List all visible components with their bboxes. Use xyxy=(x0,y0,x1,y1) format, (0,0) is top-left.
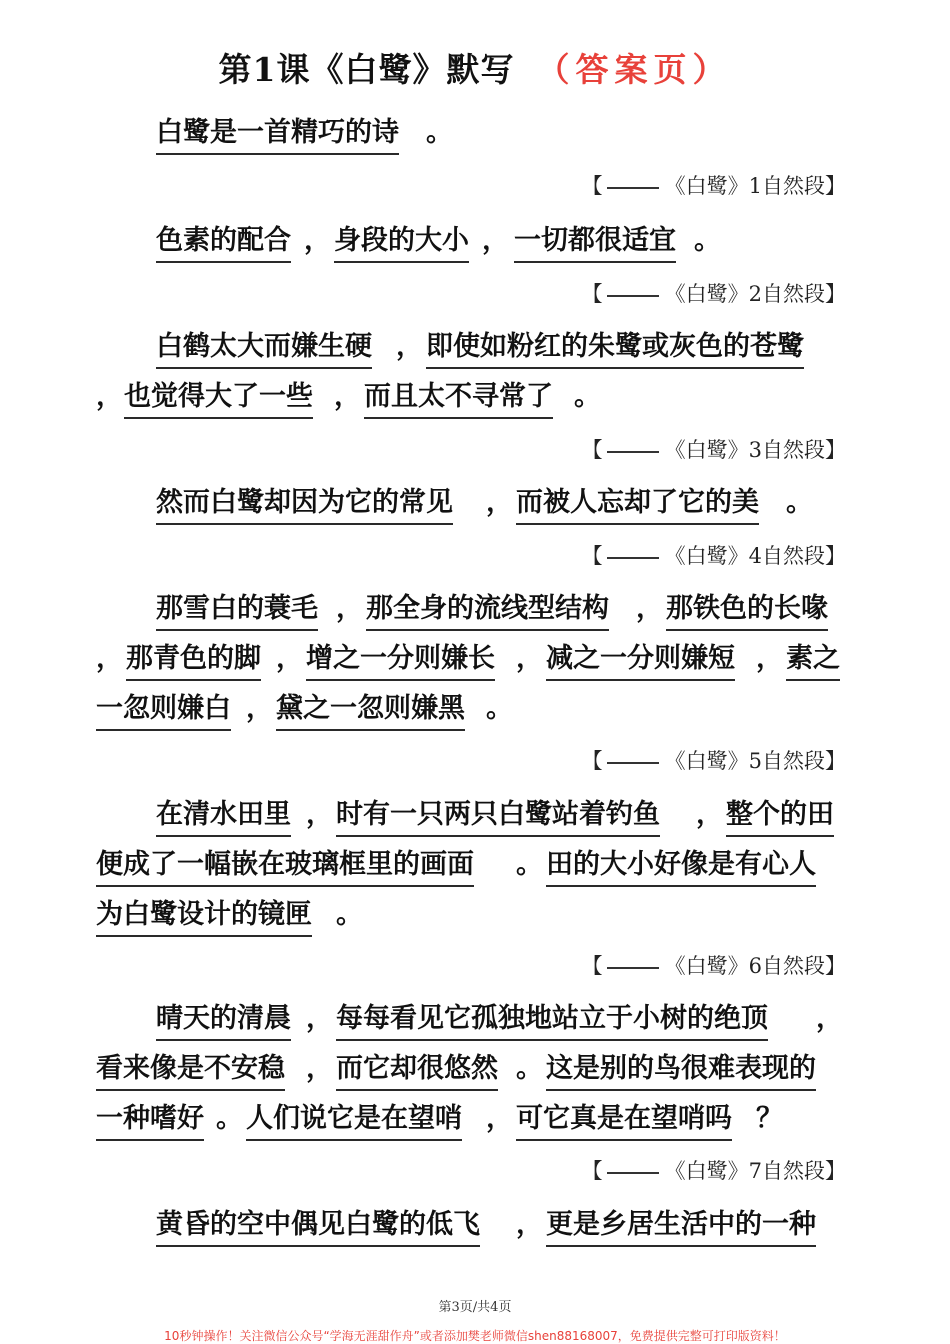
title-main: 第1课《白鹭》默写 xyxy=(218,50,515,89)
answer-segment: 可它真是在望哨吗 xyxy=(516,1100,732,1141)
answer-segment: 即使如粉红的朱鹭或灰色的苍鹭 xyxy=(426,328,804,369)
answer-segment: 也觉得大了一些 xyxy=(124,378,313,419)
answer-segment: 整个的田 xyxy=(726,796,834,837)
answer-segment: 这是别的鸟很难表现的 xyxy=(546,1050,816,1091)
source-ref: 【 《白鹭》1自然段】 xyxy=(581,174,846,198)
punctuation: ， xyxy=(816,1003,843,1034)
paragraph-8 xyxy=(96,1206,846,1244)
answer-segment: 那雪白的蓑毛 xyxy=(156,590,318,631)
answer-segment: 更是乡居生活中的一种 xyxy=(546,1206,816,1247)
answer-segment: 黛之一忽则嫌黑 xyxy=(276,690,465,731)
source-ref: 【 《白鹭》3自然段】 xyxy=(581,438,846,462)
answer-segment: 素之 xyxy=(786,640,840,681)
answer-segment: 那全身的流线型结构 xyxy=(366,590,609,631)
text-line: 白鹤太大而嫌生硬 ， 即使如粉红的朱鹭或灰色的苍鹭 xyxy=(96,328,846,366)
text-line: ， 也觉得大了一些 ， 而且太不寻常了 。 xyxy=(96,378,846,416)
source-ref: 【 《白鹭》4自然段】 xyxy=(581,544,846,568)
punctuation: 。 xyxy=(574,381,601,412)
answer-segment: 色素的配合 xyxy=(156,222,291,263)
paragraph-1 xyxy=(96,114,846,152)
source-ref: 【 《白鹭》6自然段】 xyxy=(581,954,846,978)
text-line xyxy=(96,114,846,152)
page-number: 第3页/共4页 xyxy=(438,1300,512,1315)
answer-segment: 人们说它是在望哨 xyxy=(246,1100,462,1141)
punctuation: 。 xyxy=(694,225,721,256)
answer-segment: 黄昏的空中偶见白鹭的低飞 xyxy=(156,1206,480,1247)
answer-segment: 增之一分则嫌长 xyxy=(306,640,495,681)
paragraph-2 xyxy=(96,222,846,260)
answer-segment: 那青色的脚 xyxy=(126,640,261,681)
answer-segment: 时有一只两只白鹭站着钓鱼 xyxy=(336,796,660,837)
text-line: ， 那青色的脚 ， 增之一分则嫌长 ， 减之一分则嫌短 ， 素之 xyxy=(96,640,846,678)
answer-segment: 而它却很悠然 xyxy=(336,1050,498,1091)
paragraph-4 xyxy=(96,484,846,522)
paragraph-6 xyxy=(96,796,846,934)
text-line: 在清水田里 ， 时有一只两只白鹭站着钓鱼 ， 整个的田 xyxy=(96,796,846,834)
answer-segment: 一切都很适宜 xyxy=(514,222,676,263)
text-line: 看来像是不安稳 ， 而它却很悠然 。 这是别的鸟很难表现的 xyxy=(96,1050,846,1088)
answer-segment: 便成了一幅嵌在玻璃框里的画面 xyxy=(96,846,474,887)
paragraph-3 xyxy=(96,328,846,416)
answer-segment: 白鹭是一首精巧的诗 xyxy=(156,114,399,155)
answer-segment: 那铁色的长喙 xyxy=(666,590,828,631)
text-line: 色素的配合 ， 身段的大小 ， 一切都很适宜 。 xyxy=(96,222,846,260)
answer-segment: 而被人忘却了它的美 xyxy=(516,484,759,525)
page-title xyxy=(0,44,950,91)
text-line xyxy=(96,896,846,934)
source-ref: 【 《白鹭》2自然段】 xyxy=(581,282,846,306)
answer-segment: 一种嗜好 xyxy=(96,1100,204,1141)
answer-segment: 一忽则嫌白 xyxy=(96,690,231,731)
punctuation: 。 xyxy=(786,487,813,518)
punctuation: 。 xyxy=(336,899,363,930)
answer-tag: （答案页） xyxy=(536,50,732,89)
text-line: 那雪白的蓑毛 ， 那全身的流线型结构 ， 那铁色的长喙 xyxy=(96,590,846,628)
text-line: 一忽则嫌白 ， 黛之一忽则嫌黑 。 xyxy=(96,690,846,728)
punctuation: ？ xyxy=(756,1103,783,1134)
answer-segment: 在清水田里 xyxy=(156,796,291,837)
answer-segment: 晴天的清晨 xyxy=(156,1000,291,1041)
footer-notice: 10秒钟操作！关注微信公众号“学海无涯甜作舟”或者添加樊老师微信shen88168007，免费提供完整可打印版资料！ xyxy=(164,1329,786,1343)
punctuation: 。 xyxy=(486,693,513,724)
answer-segment: 白鹤太大而嫌生硬 xyxy=(156,328,372,369)
answer-segment: 看来像是不安稳 xyxy=(96,1050,285,1091)
text-line: 黄昏的空中偶见白鹭的低飞 ， 更是乡居生活中的一种 xyxy=(96,1206,846,1244)
text-line: 晴天的清晨 ， 每每看见它孤独地站立于小树的绝顶 ， xyxy=(96,1000,846,1038)
text-line: 一种嗜好 。 人们说它是在望哨 ， 可它真是在望哨吗 ？ xyxy=(96,1100,846,1138)
source-ref: 【 《白鹭》5自然段】 xyxy=(581,749,846,773)
punctuation: 。 xyxy=(426,117,453,148)
answer-segment: 田的大小好像是有心人 xyxy=(546,846,816,887)
paragraph-7 xyxy=(96,1000,846,1138)
text-line: 然而白鹭却因为它的常见 ， 而被人忘却了它的美 。 xyxy=(96,484,846,522)
source-ref: 【 《白鹭》7自然段】 xyxy=(581,1159,846,1183)
answer-segment: 身段的大小 xyxy=(334,222,469,263)
answer-segment: 然而白鹭却因为它的常见 xyxy=(156,484,453,525)
answer-segment: 每每看见它孤独地站立于小树的绝顶 xyxy=(336,1000,768,1041)
text-line: 便成了一幅嵌在玻璃框里的画面 。 田的大小好像是有心人 xyxy=(96,846,846,884)
answer-segment: 为白鹭设计的镜匣 xyxy=(96,896,312,937)
paragraph-5 xyxy=(96,590,846,728)
answer-segment: 减之一分则嫌短 xyxy=(546,640,735,681)
answer-segment: 而且太不寻常了 xyxy=(364,378,553,419)
